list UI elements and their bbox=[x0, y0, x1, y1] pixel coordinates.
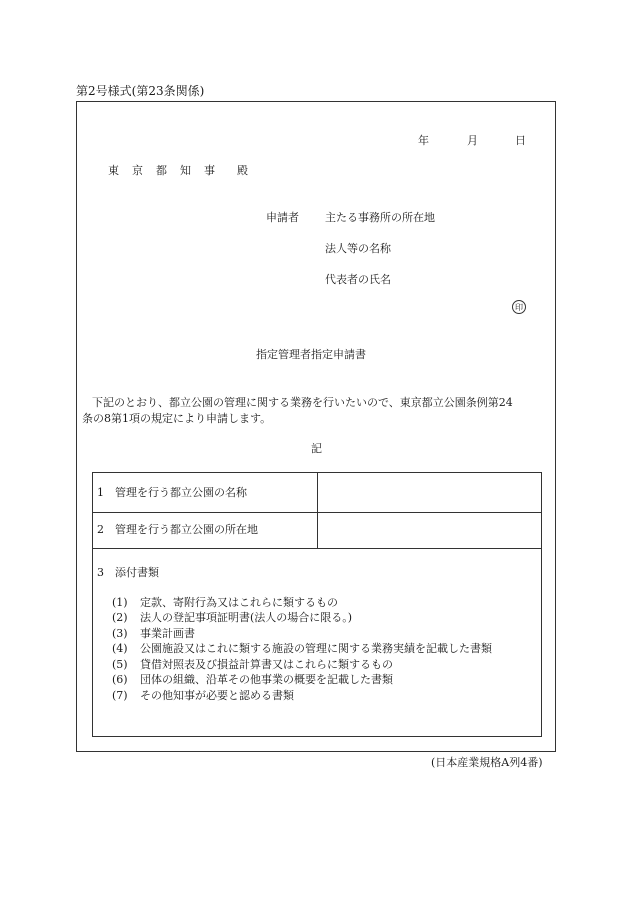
date-day-label: 日 bbox=[515, 134, 526, 147]
list-item: (5) 貸借対照表及び損益計算書又はこれらに類するもの bbox=[112, 657, 393, 671]
list-item: (1) 定款、寄附行為又はこれらに類するもの bbox=[112, 595, 338, 609]
attachment-list bbox=[112, 595, 492, 704]
park-address-label: 2 管理を行う都立公園の所在地 bbox=[97, 523, 258, 536]
list-item: (3) 事業計画書 bbox=[112, 626, 195, 640]
body-line-2: 条の8第1項の規定により申請します。 bbox=[82, 412, 272, 425]
table-row-divider bbox=[93, 548, 541, 549]
body-line-1: 下記のとおり、都立公園の管理に関する業務を行いたいので、東京都立公園条例第24 bbox=[92, 396, 513, 409]
org-name-label: 法人等の名称 bbox=[325, 242, 391, 255]
date-year-label: 年 bbox=[418, 134, 429, 147]
seal-mark: 印 bbox=[512, 300, 526, 314]
list-item: (6) 団体の組織、沿革その他事業の概要を記載した書類 bbox=[112, 673, 393, 687]
list-item: (7) その他知事が必要と認める書類 bbox=[112, 688, 294, 702]
rep-name-label: 代表者の氏名 bbox=[325, 273, 391, 286]
footer-paper-size: (日本産業規格A列4番) bbox=[431, 756, 543, 769]
attachments-heading: 3 添付書類 bbox=[97, 566, 159, 579]
document-title: 指定管理者指定申請書 bbox=[256, 348, 366, 361]
park-name-label: 1 管理を行う都立公園の名称 bbox=[97, 486, 247, 499]
list-item: (4) 公園施設又はこれに類する施設の管理に関する業務実績を記載した書類 bbox=[112, 642, 492, 656]
ki-label: 記 bbox=[311, 442, 322, 455]
form-number: 第2号様式(第23条関係) bbox=[76, 84, 205, 98]
addressee: 東 京 都 知 事 殿 bbox=[108, 164, 248, 177]
table-column-divider bbox=[317, 473, 318, 548]
applicant-label: 申請者 bbox=[266, 211, 299, 224]
office-address-label: 主たる事務所の所在地 bbox=[325, 211, 435, 224]
list-item: (2) 法人の登記事項証明書(法人の場合に限る。) bbox=[112, 611, 353, 625]
date-month-label: 月 bbox=[467, 134, 478, 147]
